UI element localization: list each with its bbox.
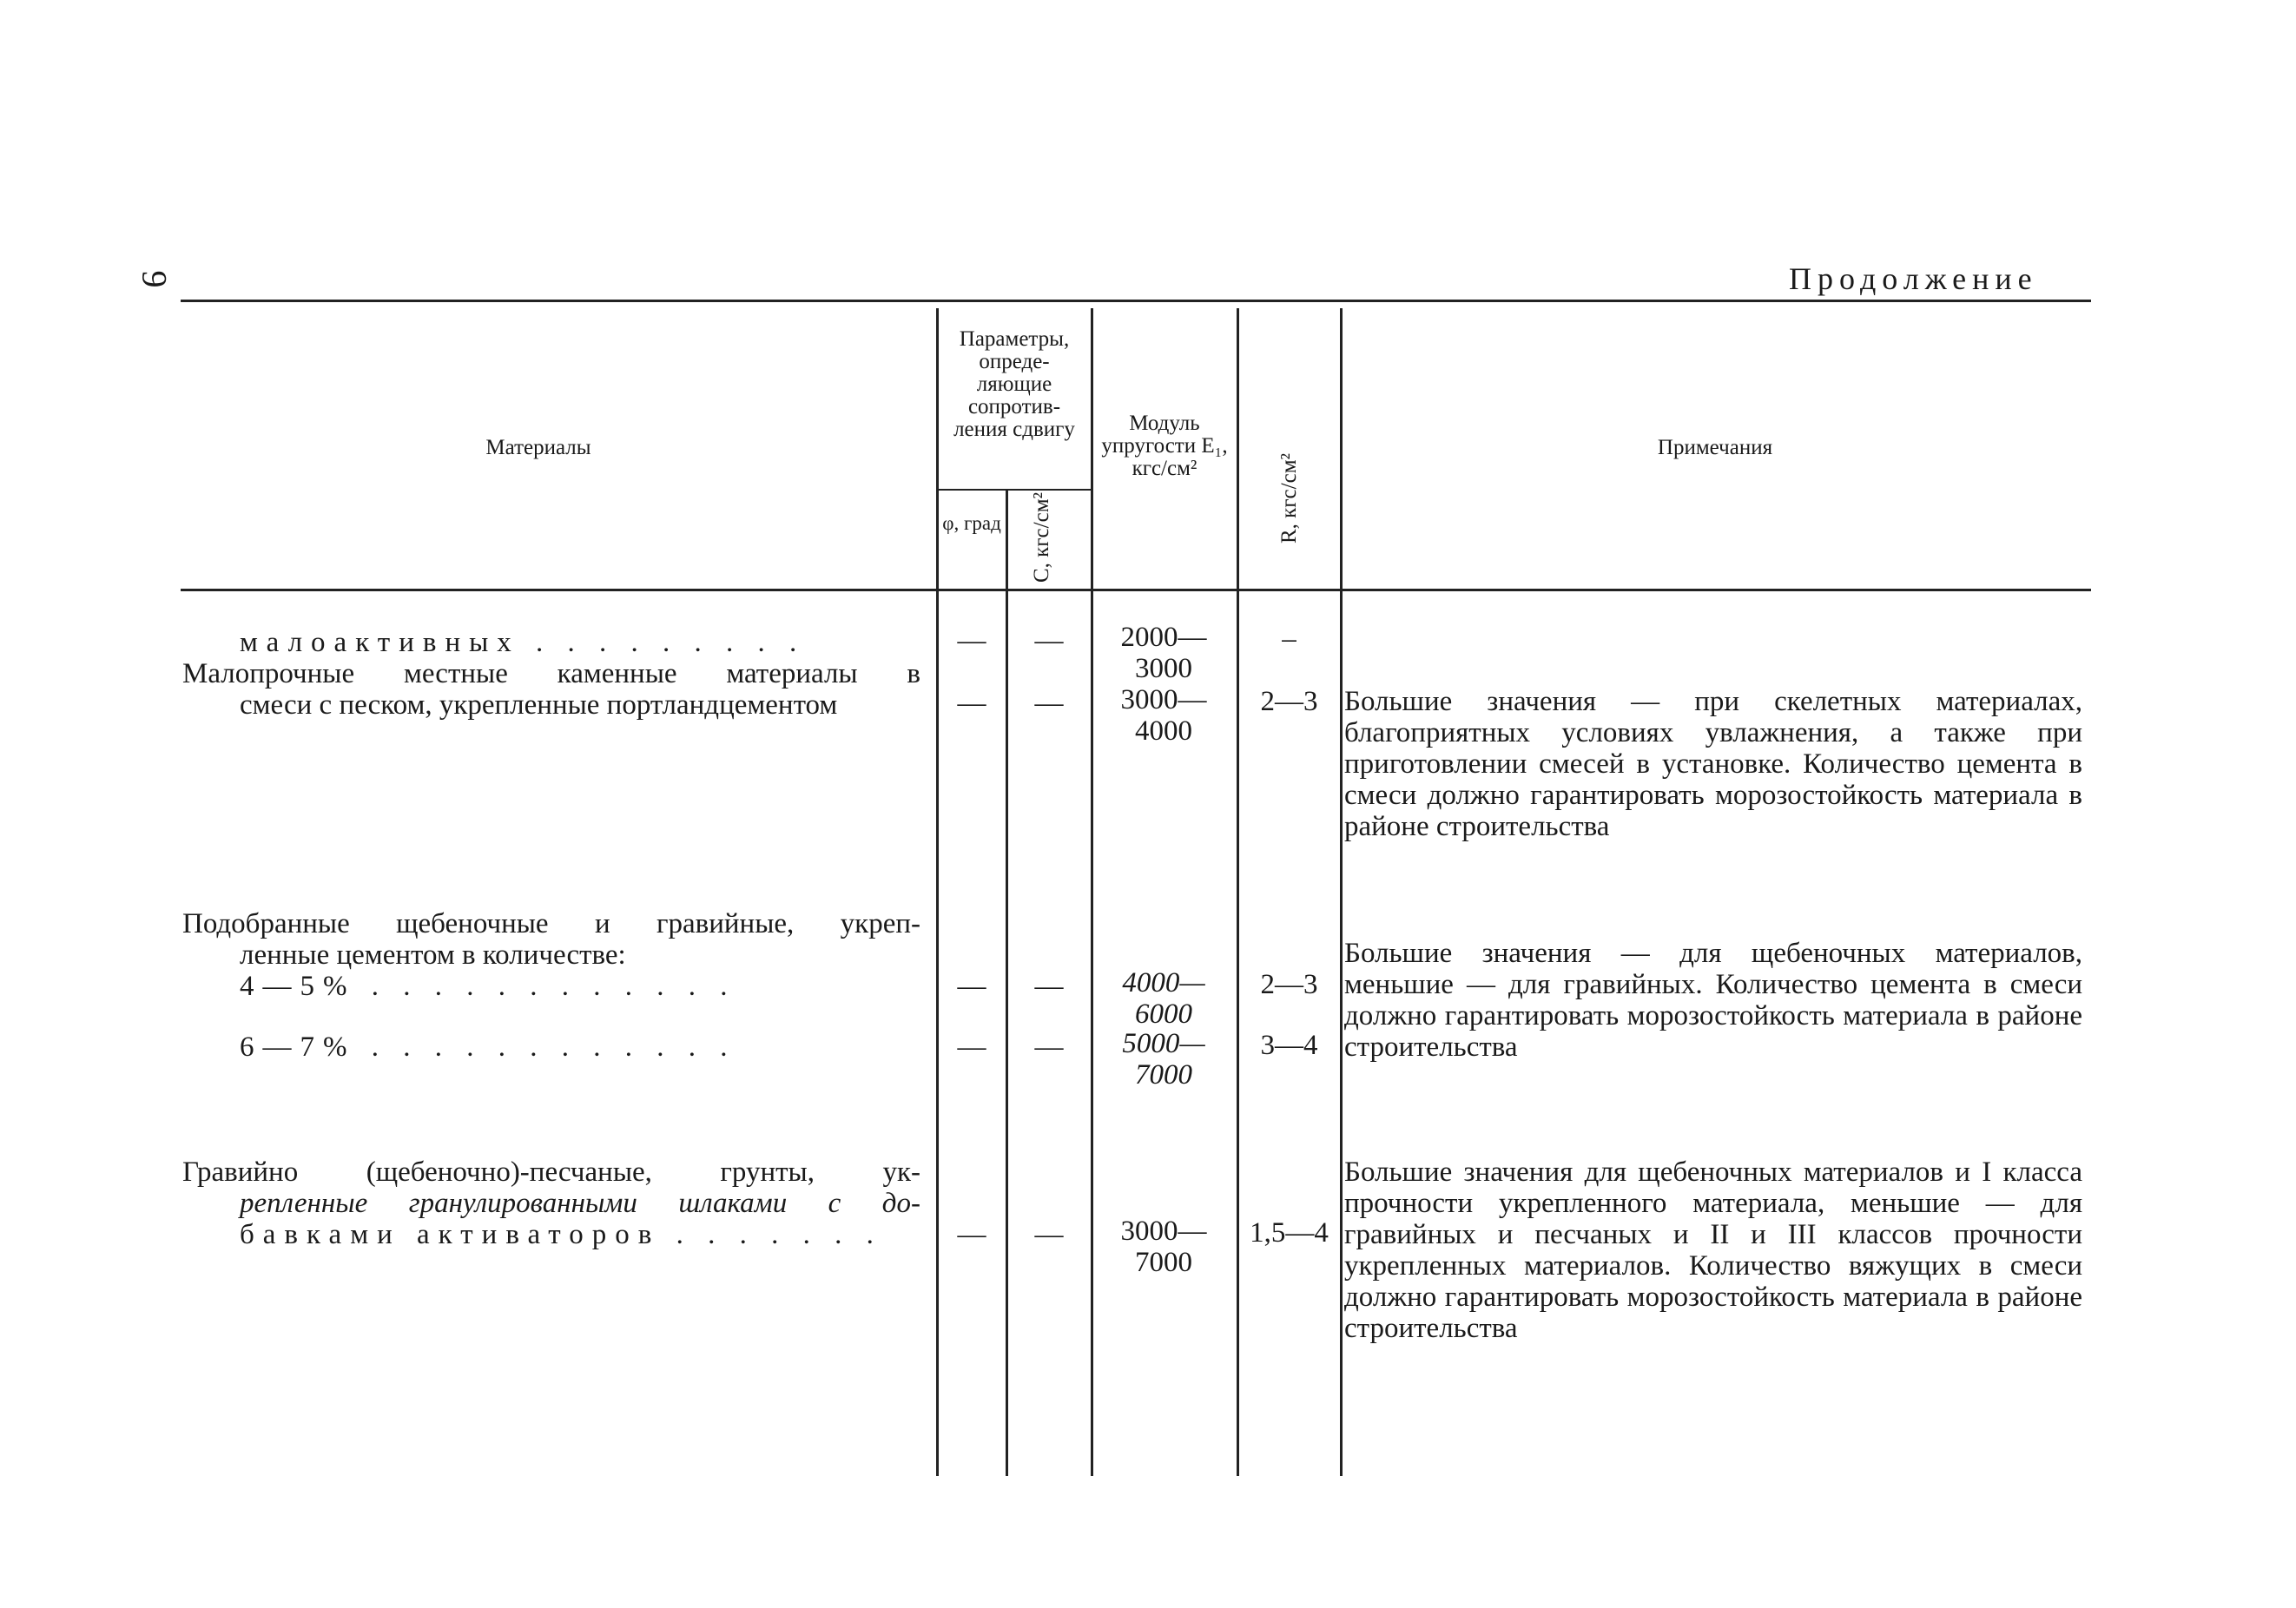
- header-phi: φ, град: [942, 512, 1001, 534]
- header-r: R, кгс/см²: [1277, 452, 1301, 544]
- row-material-line: Гравийно (щебеночно)-песчаные, грунты, ук-: [182, 1157, 920, 1188]
- table-top-rule: [181, 300, 2091, 302]
- page-number: 9: [135, 270, 175, 288]
- row-c: —: [1034, 688, 1064, 719]
- row-r: 2—3: [1260, 969, 1318, 1000]
- column-divider-5: [1340, 308, 1343, 1476]
- row-phi: —: [957, 625, 986, 656]
- row-c: —: [1034, 971, 1064, 1002]
- row-c: —: [1034, 625, 1064, 656]
- row-modulus: 2000— 3000: [1120, 622, 1207, 684]
- column-divider-4: [1237, 308, 1239, 1476]
- shear-subheader-rule: [938, 489, 1092, 491]
- row-modulus: 5000— 7000: [1122, 1028, 1205, 1091]
- row-material-line: смеси с песком, укрепленные портландцементом: [240, 689, 838, 721]
- row-material-line: ленные цементом в количестве:: [240, 939, 626, 971]
- row-note: Большие значения — при скелетных материалах, благоприятных условиях увлажнения, а также при приготовлении смесей в установке. Количество цемента в смеси должно гарантировать морозостойкость материала в районе строительства: [1344, 686, 2082, 842]
- row-material-line: бавками активаторов . . . . . . .: [240, 1219, 882, 1250]
- row-r: 1,5—4: [1250, 1217, 1329, 1249]
- row-material-line: репленные гранулированными шлаками с до-: [240, 1188, 920, 1219]
- row-modulus: 4000— 6000: [1122, 967, 1205, 1030]
- header-shear-params: Параметры, опреде- ляющие сопротив- ления сдвигу: [953, 327, 1075, 441]
- header-notes: Примечания: [1657, 436, 1773, 459]
- row-material-line: Подобранные щебеночные и гравийные, укреп-: [182, 908, 920, 939]
- row-c: —: [1034, 1219, 1064, 1250]
- row-phi: —: [957, 1219, 986, 1250]
- row-r: –: [1282, 623, 1296, 655]
- continued-label: Продолжение: [1789, 261, 2038, 296]
- column-divider-1: [936, 308, 939, 1476]
- column-divider-3: [1091, 308, 1093, 1476]
- row-phi: —: [957, 971, 986, 1002]
- header-modulus: Модуль упругости E₁, кгс/см²: [1101, 412, 1228, 480]
- row-material-line: 6—7% . . . . . . . . . . . .: [240, 1031, 736, 1063]
- header-materials: Материалы: [485, 436, 591, 459]
- row-note: Большие значения — для щебеночных материалов, меньшие — для гравийных. Количество цемента в смеси должно гарантировать морозостойкость материала в районе строительства: [1344, 938, 2082, 1063]
- row-modulus: 3000— 4000: [1120, 684, 1207, 747]
- row-note: Большие значения для щебеночных материалов и I класса прочности укрепленного материала, меньшие — для гравийных и песчаных и II и III классов прочности укрепленных материалов. Количество вяжущих в смеси должно гарантировать морозостойкость материала в районе строительства: [1344, 1157, 2082, 1344]
- row-phi: —: [957, 688, 986, 719]
- header-c: C, кгс/см²: [1030, 491, 1053, 583]
- row-material-line: 4—5% . . . . . . . . . . . .: [240, 971, 736, 1002]
- row-r: 2—3: [1260, 686, 1318, 717]
- row-modulus: 3000— 7000: [1120, 1216, 1207, 1278]
- row-material-line: малоактивных . . . . . . . . .: [240, 627, 806, 658]
- row-r: 3—4: [1260, 1030, 1318, 1061]
- row-material-line: Малопрочные местные каменные материалы в: [182, 658, 920, 689]
- row-phi: —: [957, 1031, 986, 1063]
- row-c: —: [1034, 1031, 1064, 1063]
- header-bottom-rule: [181, 589, 2091, 591]
